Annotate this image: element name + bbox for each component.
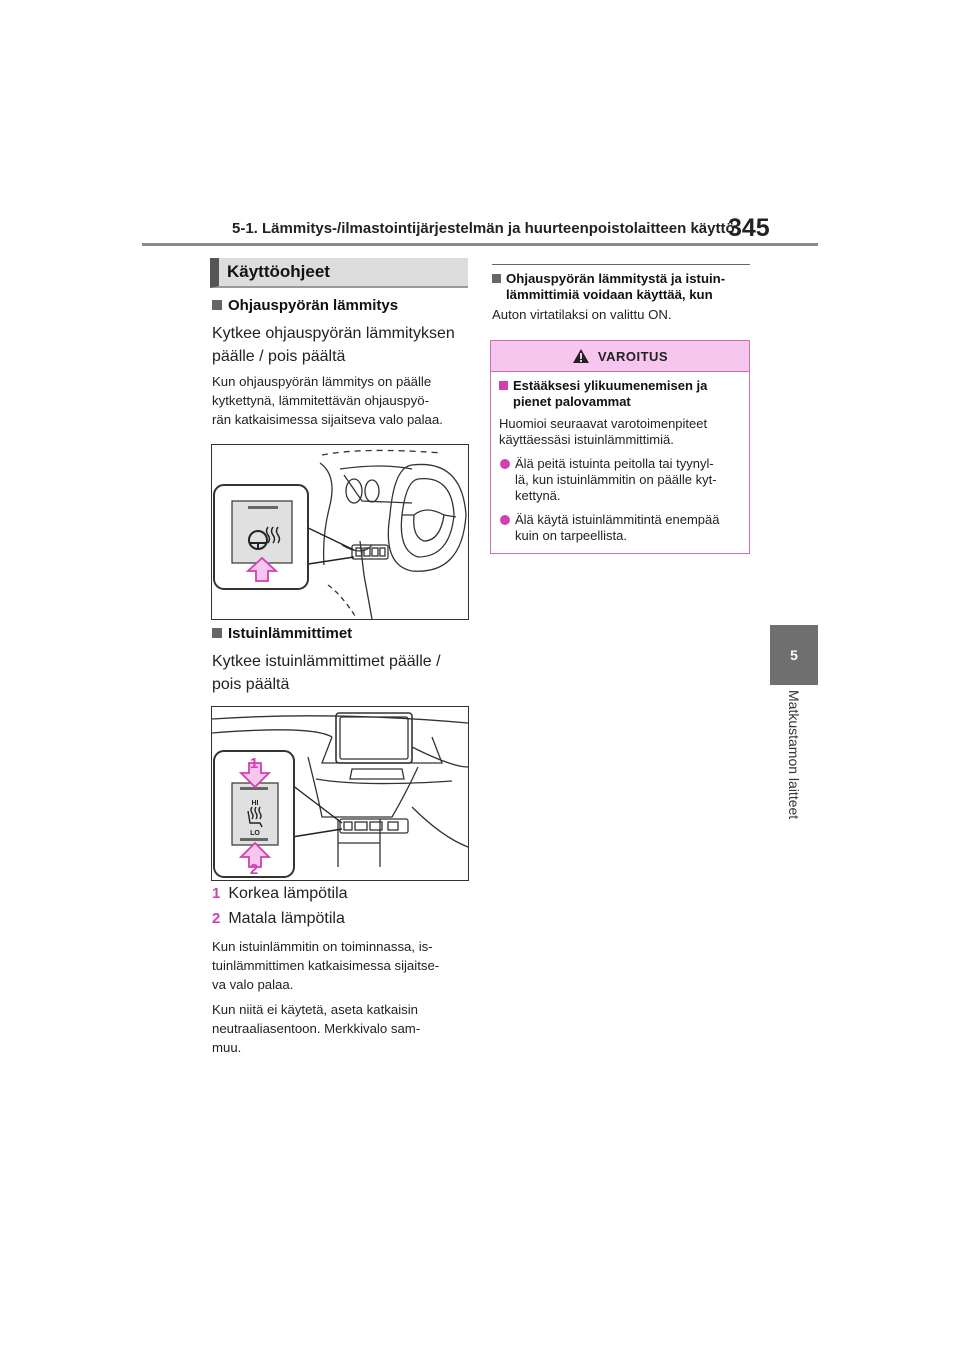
usage-heading-line-1: Ohjauspyörän lämmitystä ja istuin- (506, 271, 726, 286)
chapter-tab-label-wrap (770, 690, 818, 850)
steering-note-line-3: rän katkaisimessa sijaitseva valo palaa. (212, 412, 443, 427)
lo-label: LO (250, 830, 260, 837)
seat-heater-illustration (212, 707, 468, 880)
switch-indicator-light (248, 506, 278, 509)
usage-conditions-heading (492, 271, 750, 303)
legend-number-1: 1 (212, 885, 221, 902)
warning-body (491, 372, 749, 550)
seat-note2-line-3: muu. (212, 1040, 242, 1055)
chapter-tab (770, 625, 818, 685)
warning-box (490, 340, 750, 554)
section-title: Käyttöohjeet (227, 262, 330, 281)
hi-label: HI (251, 800, 259, 807)
seat-note1-line-1: Kun istuinlämmitin on toiminnassa, is- (212, 939, 433, 954)
seat-note-active (212, 937, 474, 994)
seat-heater-figure (211, 706, 469, 881)
steering-lead-line-1: Kytkee ohjauspyörän lämmityksen (212, 325, 455, 342)
seat-note1-line-2: tuinlämmittimen katkaisimessa sijaitse- (212, 958, 440, 973)
chapter-tab-number: 5 (790, 647, 798, 663)
warning-intro-line-1: Huomioi seuraavat varotoimenpiteet (499, 416, 708, 431)
warning-triangle-icon (572, 348, 590, 364)
callout-number-2: 2 (249, 861, 259, 878)
usage-heading-line-2: lämmittimiä voidaan käyttää, kun (506, 287, 713, 302)
steering-note-line-2: kytkettynä, lämmitettävän ohjauspyö- (212, 393, 429, 408)
steering-heading: Ohjauspyörän lämmitys (212, 297, 398, 314)
warning-bullet (499, 512, 741, 544)
warning-bullet1-line-2: lä, kun istuinlämmitin on päälle kyt- (515, 472, 717, 487)
hi-indicator-light (240, 787, 268, 790)
warning-subheading-line-1: Estääksesi ylikuumenemisen ja (513, 378, 708, 393)
legend-text-low: Matala lämpötila (228, 910, 345, 927)
seat-lead-line-1: Kytkee istuinlämmittimet päälle / (212, 653, 441, 670)
seat-note2-line-1: Kun niitä ei käytetä, aseta katkaisin (212, 1002, 418, 1017)
steering-lead (212, 322, 472, 368)
warning-bullet1-line-1: Älä peitä istuinta peitolla tai tyynyl- (515, 456, 714, 471)
steering-heater-illustration (212, 445, 468, 619)
warning-bullet (499, 456, 741, 504)
callout-number-1: 1 (249, 755, 259, 772)
page-number: 345 (728, 214, 770, 242)
legend-number-2: 2 (212, 910, 221, 927)
chapter-tab-label: Matkustamon laitteet (786, 690, 802, 820)
steering-heater-figure (211, 444, 469, 620)
steering-lead-line-2: päälle / pois päältä (212, 348, 346, 365)
warning-bullet2-line-2: kuin on tarpeellista. (515, 528, 628, 543)
seat-note1-line-3: va valo palaa. (212, 977, 294, 992)
seat-lead-line-2: pois päältä (212, 676, 290, 693)
warning-subheading-line-2: pienet palovammat (513, 394, 631, 409)
dashboard-lines (302, 450, 466, 619)
lo-indicator-light (240, 838, 268, 841)
warning-intro-line-2: käyttäessäsi istuinlämmittimiä. (499, 432, 674, 447)
legend-text-high: Korkea lämpötila (228, 885, 348, 902)
header-divider (142, 243, 818, 246)
section-title-bar (210, 258, 468, 288)
usage-conditions (492, 264, 750, 303)
warning-header (491, 341, 749, 372)
chapter-title: 5-1. Lämmitys-/ilmastointijärjestelmän ja huurteenpoistolaitteen käyttö (232, 220, 735, 237)
warning-bullet1-line-3: kettynä. (515, 488, 561, 503)
seat-note2-line-2: neutraaliasentoon. Merkkivalo sam- (212, 1021, 421, 1036)
warning-subheading (499, 378, 741, 410)
seat-heating-lead (212, 650, 472, 696)
steering-note (212, 372, 474, 429)
seat-heating-heading: Istuinlämmittimet (212, 625, 352, 642)
steering-note-line-1: Kun ohjauspyörän lämmitys on päälle (212, 374, 432, 389)
warning-bullet2-line-1: Älä käytä istuinlämmitintä enempää (515, 512, 720, 527)
warning-title: VAROITUS (597, 348, 669, 364)
usage-conditions-text: Auton virtatilaksi on valittu ON. (492, 307, 672, 322)
legend-item-low (212, 907, 345, 930)
warning-intro (499, 416, 741, 448)
seat-note-off (212, 1000, 474, 1057)
legend-item-high (212, 882, 348, 905)
